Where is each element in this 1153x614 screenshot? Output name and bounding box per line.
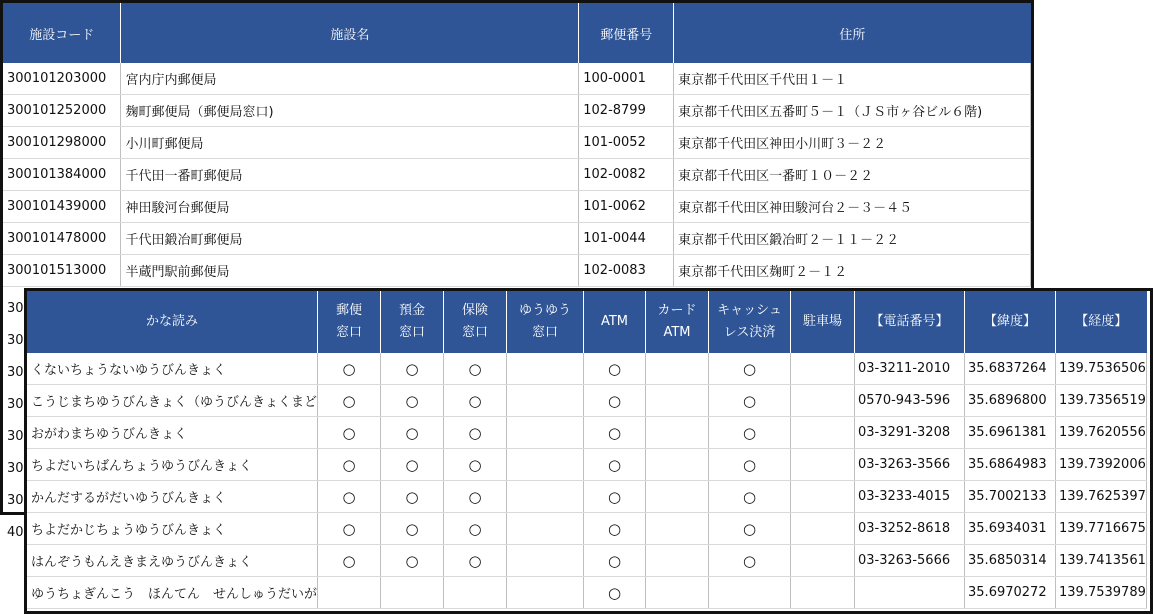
cell-longitude[interactable]: 139.7539789 [1056,577,1147,609]
cell-cashless[interactable]: ○ [709,513,791,545]
cell-yuuyuu-window[interactable] [507,385,584,417]
cell-postal-code[interactable]: 102-0082 [579,159,674,191]
cell-insurance-window[interactable]: ○ [444,353,507,385]
cell-atm[interactable]: ○ [584,449,646,481]
cell-insurance-window[interactable]: ○ [444,449,507,481]
header-latitude-line1: 【緯度】 [984,314,1037,329]
header-phone[interactable] [855,291,965,353]
table-row[interactable] [27,577,1147,609]
cell-kana[interactable]: おがわまちゆうびんきょく [27,417,318,449]
header-kana[interactable] [27,291,318,353]
cell-kana[interactable]: ちよだいちばんちょうゆうびんきょく [27,449,318,481]
cell-parking[interactable] [791,545,855,577]
header-savings-window-line1: 預金 [399,303,426,318]
cell-savings-window[interactable]: ○ [381,385,444,417]
cell-phone[interactable] [855,577,965,609]
header-facility-name[interactable]: 施設名 [121,3,579,63]
cell-savings-window[interactable]: ○ [381,545,444,577]
cell-parking[interactable] [791,481,855,513]
header-card-atm-line2: ATM [663,325,691,340]
cell-latitude[interactable]: 35.6837264 [965,353,1056,385]
cell-address[interactable]: 東京都千代田区千代田１－１ [674,63,1031,95]
cell-postal-code[interactable]: 101-0052 [579,127,674,159]
header-longitude-line1: 【経度】 [1075,314,1128,329]
header-cashless-line1: キャッシュ [717,303,782,318]
cell-atm[interactable]: ○ [584,577,646,609]
cell-phone[interactable]: 03-3252-8618 [855,513,965,545]
cell-postal-window[interactable]: ○ [318,513,381,545]
table-row[interactable] [3,95,1031,127]
cell-facility-code[interactable]: 300101478000 [3,223,121,255]
cell-insurance-window[interactable]: ○ [444,481,507,513]
cell-cashless[interactable]: ○ [709,353,791,385]
cell-postal-window[interactable]: ○ [318,481,381,513]
cell-kana[interactable]: こうじまちゆうびんきょく（ゆうびんきょくまど [27,385,318,417]
facility-detail-table [27,291,1147,609]
cell-longitude[interactable]: 139.7716675 [1056,513,1147,545]
table-row[interactable] [3,191,1031,223]
cell-parking[interactable] [791,577,855,609]
cell-longitude[interactable]: 139.7625397 [1056,481,1147,513]
cell-address[interactable]: 東京都千代田区一番町１０－２２ [674,159,1031,191]
header-postal-window[interactable] [318,291,381,353]
cell-kana[interactable]: ゆうちょぎんこう ほんてん せんしゅうだいが [27,577,318,609]
table-row[interactable] [3,255,1031,287]
cell-address[interactable]: 東京都千代田区鍛冶町２－１１－２２ [674,223,1031,255]
table-row[interactable] [27,545,1147,577]
cell-savings-window[interactable] [381,577,444,609]
cell-atm[interactable]: ○ [584,417,646,449]
cell-card-atm[interactable] [646,385,709,417]
cell-latitude[interactable]: 35.6934031 [965,513,1056,545]
hidden-row-code-prefix: 30 [7,365,24,380]
cell-facility-code[interactable]: 300101252000 [3,95,121,127]
cell-postal-code[interactable]: 101-0062 [579,191,674,223]
table-row[interactable] [27,481,1147,513]
cell-postal-code[interactable]: 102-8799 [579,95,674,127]
cell-insurance-window[interactable] [444,577,507,609]
cell-yuuyuu-window[interactable] [507,577,584,609]
cell-phone[interactable]: 03-3233-4015 [855,481,965,513]
cell-facility-name[interactable]: 宮内庁内郵便局 [121,63,579,95]
facility-detail-header [27,291,1147,353]
hidden-row-code-prefix: 30 [7,333,24,348]
header-postal-window-line2: 窓口 [336,325,363,340]
cell-card-atm[interactable] [646,513,709,545]
header-phone-line1: 【電話番号】 [870,314,949,329]
cell-longitude[interactable]: 139.7536506 [1056,353,1147,385]
cell-insurance-window[interactable]: ○ [444,417,507,449]
cell-postal-window[interactable]: ○ [318,545,381,577]
cell-yuuyuu-window[interactable] [507,449,584,481]
cell-postal-window[interactable]: ○ [318,449,381,481]
cell-facility-name[interactable]: 千代田鍛冶町郵便局 [121,223,579,255]
cell-card-atm[interactable] [646,577,709,609]
header-card-atm[interactable] [646,291,709,353]
cell-savings-window[interactable]: ○ [381,481,444,513]
cell-longitude[interactable]: 139.7356519 [1056,385,1147,417]
cell-parking[interactable] [791,449,855,481]
header-yuuyuu-window[interactable] [507,291,584,353]
facility-table [3,3,1031,287]
cell-latitude[interactable]: 35.6961381 [965,417,1056,449]
header-insurance-window[interactable] [444,291,507,353]
header-savings-window[interactable] [381,291,444,353]
cell-longitude[interactable]: 139.7413561 [1056,545,1147,577]
cell-phone[interactable]: 03-3211-2010 [855,353,965,385]
cell-postal-code[interactable]: 100-0001 [579,63,674,95]
table-row[interactable] [3,63,1031,95]
table-row[interactable] [27,385,1147,417]
cell-phone[interactable]: 0570-943-596 [855,385,965,417]
header-savings-window-line2: 窓口 [399,325,426,340]
hidden-row-code-prefix: 40 [7,525,24,540]
cell-parking[interactable] [791,353,855,385]
cell-address[interactable]: 東京都千代田区神田小川町３－２２ [674,127,1031,159]
cell-yuuyuu-window[interactable] [507,545,584,577]
hidden-row-code-prefix: 30 [7,397,24,412]
header-facility-code[interactable]: 施設コード [3,3,121,63]
cell-kana[interactable]: はんぞうもんえきまえゆうびんきょく [27,545,318,577]
table-row[interactable] [3,223,1031,255]
cell-yuuyuu-window[interactable] [507,481,584,513]
cell-facility-code[interactable]: 300101439000 [3,191,121,223]
cell-yuuyuu-window[interactable] [507,417,584,449]
cell-facility-code[interactable]: 300101384000 [3,159,121,191]
header-card-atm-line1: カード [657,303,697,318]
cell-atm[interactable]: ○ [584,481,646,513]
table-row[interactable] [3,159,1031,191]
cell-card-atm[interactable] [646,449,709,481]
cell-cashless[interactable]: ○ [709,417,791,449]
table-row[interactable] [27,449,1147,481]
header-atm-line1: ATM [600,314,629,329]
cell-yuuyuu-window[interactable] [507,513,584,545]
cell-parking[interactable] [791,385,855,417]
cell-kana[interactable]: かんだするがだいゆうびんきょく [27,481,318,513]
cell-facility-name[interactable]: 麹町郵便局（郵便局窓口) [121,95,579,127]
cell-facility-name[interactable]: 半蔵門駅前郵便局 [121,255,579,287]
header-postal-code[interactable]: 郵便番号 [579,3,674,63]
cell-address[interactable]: 東京都千代田区麹町２－１２ [674,255,1031,287]
cell-latitude[interactable]: 35.6896800 [965,385,1056,417]
header-parking[interactable] [791,291,855,353]
hidden-row-code-prefix: 30 [7,429,24,444]
cell-phone[interactable]: 03-3263-3566 [855,449,965,481]
cell-card-atm[interactable] [646,353,709,385]
table-row[interactable] [27,513,1147,545]
cell-facility-name[interactable]: 小川町郵便局 [121,127,579,159]
header-postal-window-line1: 郵便 [336,303,363,318]
cell-insurance-window[interactable]: ○ [444,385,507,417]
cell-phone[interactable]: 03-3291-3208 [855,417,965,449]
facility-table-header [3,3,1031,63]
cell-cashless[interactable] [709,577,791,609]
cell-postal-code[interactable]: 101-0044 [579,223,674,255]
header-cashless[interactable] [709,291,791,353]
cell-longitude[interactable]: 139.7392006 [1056,449,1147,481]
cell-facility-code[interactable]: 300101513000 [3,255,121,287]
cell-kana[interactable]: ちよだかじちょうゆうびんきょく [27,513,318,545]
header-parking-line1: 駐車場 [803,314,843,329]
hidden-row-code-prefix: 30 [7,461,24,476]
cell-cashless[interactable]: ○ [709,385,791,417]
cell-postal-window[interactable]: ○ [318,353,381,385]
cell-insurance-window[interactable]: ○ [444,545,507,577]
cell-savings-window[interactable]: ○ [381,449,444,481]
cell-cashless[interactable]: ○ [709,481,791,513]
cell-longitude[interactable]: 139.7620556 [1056,417,1147,449]
cell-atm[interactable]: ○ [584,353,646,385]
header-atm[interactable] [584,291,646,353]
cell-card-atm[interactable] [646,481,709,513]
cell-insurance-window[interactable]: ○ [444,513,507,545]
cell-savings-window[interactable]: ○ [381,353,444,385]
cell-parking[interactable] [791,417,855,449]
cell-postal-window[interactable]: ○ [318,385,381,417]
cell-atm[interactable]: ○ [584,513,646,545]
header-yuuyuu-window-line2: 窓口 [532,325,559,340]
cell-savings-window[interactable]: ○ [381,513,444,545]
header-insurance-window-line1: 保険 [462,303,489,318]
cell-facility-code[interactable]: 300101203000 [3,63,121,95]
header-longitude[interactable] [1056,291,1147,353]
cell-facility-name[interactable]: 神田駿河台郵便局 [121,191,579,223]
hidden-row-code-prefix: 30 [7,493,24,508]
cell-postal-window[interactable]: ○ [318,417,381,449]
header-insurance-window-line2: 窓口 [462,325,489,340]
cell-cashless[interactable]: ○ [709,449,791,481]
cell-card-atm[interactable] [646,545,709,577]
hidden-row-code-prefix: 30 [7,301,24,316]
table-row[interactable] [3,127,1031,159]
cell-facility-name[interactable]: 千代田一番町郵便局 [121,159,579,191]
cell-card-atm[interactable] [646,417,709,449]
cell-latitude[interactable]: 35.7002133 [965,481,1056,513]
cell-latitude[interactable]: 35.6850314 [965,545,1056,577]
cell-savings-window[interactable]: ○ [381,417,444,449]
cell-kana[interactable]: くないちょうないゆうびんきょく [27,353,318,385]
cell-parking[interactable] [791,513,855,545]
cell-postal-code[interactable]: 102-0083 [579,255,674,287]
cell-phone[interactable]: 03-3263-5666 [855,545,965,577]
header-cashless-line2: レス決済 [723,325,776,340]
cell-atm[interactable]: ○ [584,385,646,417]
header-address[interactable]: 住所 [674,3,1031,63]
cell-address[interactable]: 東京都千代田区五番町５－１（ＪＳ市ヶ谷ビル６階) [674,95,1031,127]
header-kana-line1: かな読み [146,314,199,329]
cell-postal-window[interactable] [318,577,381,609]
table-row[interactable] [27,353,1147,385]
cell-atm[interactable]: ○ [584,545,646,577]
header-yuuyuu-window-line1: ゆうゆう [519,303,572,318]
cell-latitude[interactable]: 35.6970272 [965,577,1056,609]
cell-cashless[interactable]: ○ [709,545,791,577]
table-row[interactable] [27,417,1147,449]
header-latitude[interactable] [965,291,1056,353]
cell-address[interactable]: 東京都千代田区神田駿河台２－３－４５ [674,191,1031,223]
cell-yuuyuu-window[interactable] [507,353,584,385]
cell-latitude[interactable]: 35.6864983 [965,449,1056,481]
cell-facility-code[interactable]: 300101298000 [3,127,121,159]
facility-detail-panel [24,288,1153,614]
